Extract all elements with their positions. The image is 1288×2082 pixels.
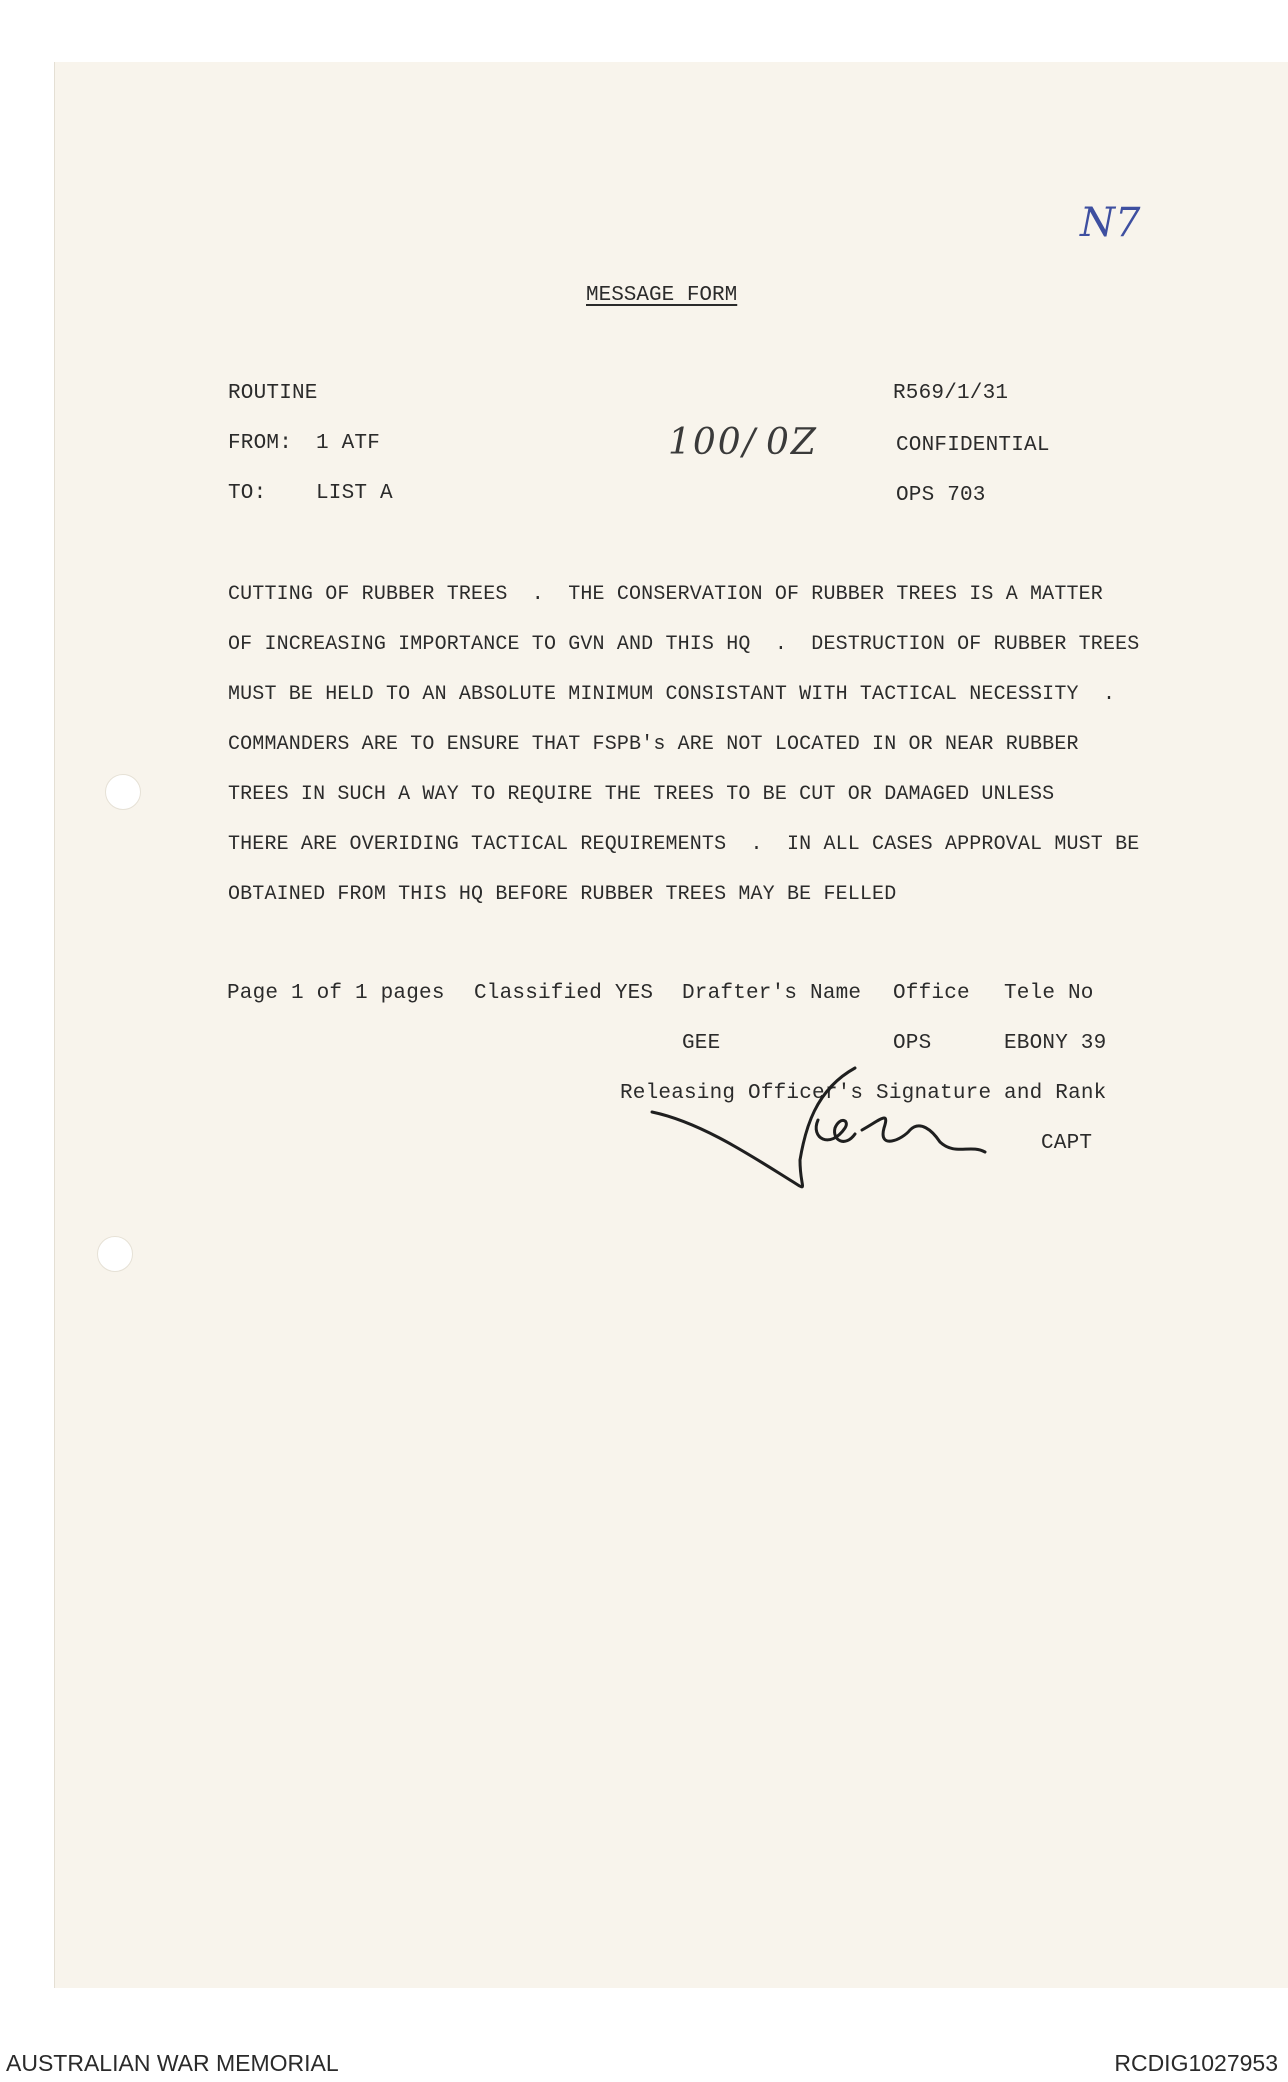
signature (640, 1060, 1020, 1200)
punch-hole-upper (105, 774, 141, 810)
body-line-6: THERE ARE OVERIDING TACTICAL REQUIREMENTS . IN ALL CASES APPROVAL MUST BE (228, 833, 1140, 856)
rank: CAPT (1041, 1132, 1093, 1155)
corner-annotation: N7 (1080, 200, 1141, 246)
to-value: LIST A (316, 482, 393, 505)
from-label: FROM: (228, 432, 293, 455)
office-value: OPS (893, 1032, 932, 1055)
page-info: Page 1 of 1 pages (227, 982, 445, 1005)
page-title: MESSAGE FORM (586, 284, 738, 307)
archive-id: RCDIG1027953 (1114, 2050, 1278, 2076)
document-page (54, 62, 1288, 1988)
precedence: ROUTINE (228, 382, 318, 405)
classification: CONFIDENTIAL (896, 434, 1050, 457)
classified-field: Classified YES (474, 982, 654, 1005)
tele-value: EBONY 39 (1004, 1032, 1107, 1055)
body-line-4: COMMANDERS ARE TO ENSURE THAT FSPB's ARE NOT LOCATED IN OR NEAR RUBBER (228, 733, 1079, 756)
drafter-label: Drafter's Name (682, 982, 862, 1005)
date-time-group-handwritten: 100/ 0Z (668, 422, 818, 463)
punch-hole-lower (97, 1236, 133, 1272)
office-label: Office (893, 982, 970, 1005)
body-line-3: MUST BE HELD TO AN ABSOLUTE MINIMUM CONSISTANT WITH TACTICAL NECESSITY . (228, 683, 1116, 706)
ops-number: OPS 703 (896, 484, 986, 507)
to-label: TO: (228, 482, 267, 505)
body-line-2: OF INCREASING IMPORTANCE TO GVN AND THIS HQ . DESTRUCTION OF RUBBER TREES (228, 633, 1140, 656)
archive-credit: AUSTRALIAN WAR MEMORIAL (6, 2050, 339, 2076)
signature-text (820, 1140, 824, 1141)
body-line-1: CUTTING OF RUBBER TREES . THE CONSERVATION OF RUBBER TREES IS A MATTER (228, 583, 1103, 606)
from-value: 1 ATF (316, 432, 381, 455)
drafter-value: GEE (682, 1032, 721, 1055)
tele-label: Tele No (1004, 982, 1094, 1005)
body-line-5: TREES IN SUCH A WAY TO REQUIRE THE TREES TO BE CUT OR DAMAGED UNLESS (228, 783, 1055, 806)
releasing-officer-label: Releasing Officer's Signature and Rank (620, 1082, 1107, 1105)
file-reference: R569/1/31 (893, 382, 1009, 405)
body-line-7: OBTAINED FROM THIS HQ BEFORE RUBBER TREES MAY BE FELLED (228, 883, 897, 906)
